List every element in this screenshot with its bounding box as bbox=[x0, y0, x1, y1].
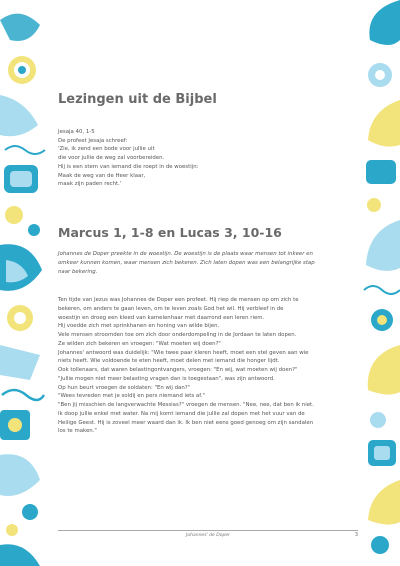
body-line: bekeren, om anders te gaan leven, om te leven zoals God het wil. Hij verbleef in de bbox=[58, 305, 284, 312]
verse-line: 'Zie, ik zend een bode voor jullie uit bbox=[58, 146, 155, 153]
body-line: Ze wilden zich bekeren en vroegen: "Wat moeten wij doen?" bbox=[58, 340, 221, 347]
page-number: 3 bbox=[354, 532, 358, 538]
verse-line: De profeet Jesaja schreef: bbox=[58, 137, 128, 144]
body-line: Vele mensen stroomden toe om zich door onderdompeling in de Jordaan te laten dopen. bbox=[58, 332, 297, 338]
verse-line: maak zijn paden recht.' bbox=[58, 181, 122, 188]
body-line: Ook tollenaars, dat waren belastingontvangers, vroegen: "En wij, wat moeten wij doen?" bbox=[58, 367, 298, 373]
body-line: "Wees tevreden met je soldij en pers niemand iets af." bbox=[58, 393, 205, 400]
intro-line: omkeer kunnen komen, waar mensen zich bekeren. Zich laten dopen was een belangrijke stap bbox=[58, 259, 315, 266]
body-line: niets heeft. Wie voldoende te eten heeft, moet delen met iemand die honger lijdt. bbox=[58, 358, 280, 365]
right-decorative-border bbox=[360, 0, 400, 566]
decorative-pattern-right bbox=[360, 0, 400, 566]
decorative-pattern-left bbox=[0, 0, 46, 566]
body-line: los te maken." bbox=[58, 428, 97, 435]
section-title-marcus: Marcus 1, 1-8 en Lucas 3, 10-16 bbox=[58, 225, 282, 240]
body-line: Johannes' antwoord was duidelijk: "Wie twee paar kleren heeft, moet een stel geven aan wie bbox=[58, 349, 309, 356]
footer-divider bbox=[58, 530, 358, 531]
verse-line: die voor jullie de weg zal voorbereiden. bbox=[58, 155, 165, 162]
body-line: "Jullie mogen niet meer belasting vragen dan is toegestaan", was zijn antwoord. bbox=[58, 375, 275, 382]
intro-line: naar bekering. bbox=[58, 268, 98, 275]
body-line: woestijn en droeg een kleed van kamelenhaar met daarrond een leren riem. bbox=[58, 314, 265, 321]
intro-line: Johannes de Doper preekte in de woestijn. De woestijn is de plaats waar mensen tot inkeer en bbox=[58, 251, 313, 257]
body-paragraph bbox=[58, 296, 350, 436]
body-line: "Ben jij misschien de langverwachte Messias?" vroegen de mensen. "Nee, nee, dat ben ik niet. bbox=[58, 402, 314, 408]
left-decorative-border bbox=[0, 0, 46, 566]
section-title-lezingen: Lezingen uit de Bijbel bbox=[58, 92, 217, 107]
verse-block bbox=[58, 128, 198, 189]
body-line: Op hun beurt vroegen de soldaten: "En wij dan?" bbox=[58, 384, 191, 391]
verse-line: Hij is een stem van iemand die roept in de woestijn: bbox=[58, 163, 199, 170]
body-line: Ten tijde van Jezus was Johannes de Doper een profeet. Hij riep de mensen op om zich te bbox=[58, 297, 299, 303]
verse-line: Jesaja 40, 1-5 bbox=[58, 129, 95, 135]
footer-title: Johannes' de Doper bbox=[186, 533, 230, 538]
body-line: Heilige Geest. Hij is zoveel meer waard dan ik. Ik ben niet eens goed genoeg om zijn sandalen bbox=[58, 419, 314, 426]
body-line: Ik doop jullie enkel met water. Na mij komt iemand die jullie zal dopen met het vuur van de bbox=[58, 410, 305, 417]
intro-paragraph bbox=[58, 250, 348, 276]
body-line: Hij voedde zich met sprinkhanen en honing van wilde bijen. bbox=[58, 323, 220, 330]
verse-line: Maak de weg van de Heer klaar, bbox=[58, 172, 146, 179]
page-content bbox=[58, 0, 358, 566]
